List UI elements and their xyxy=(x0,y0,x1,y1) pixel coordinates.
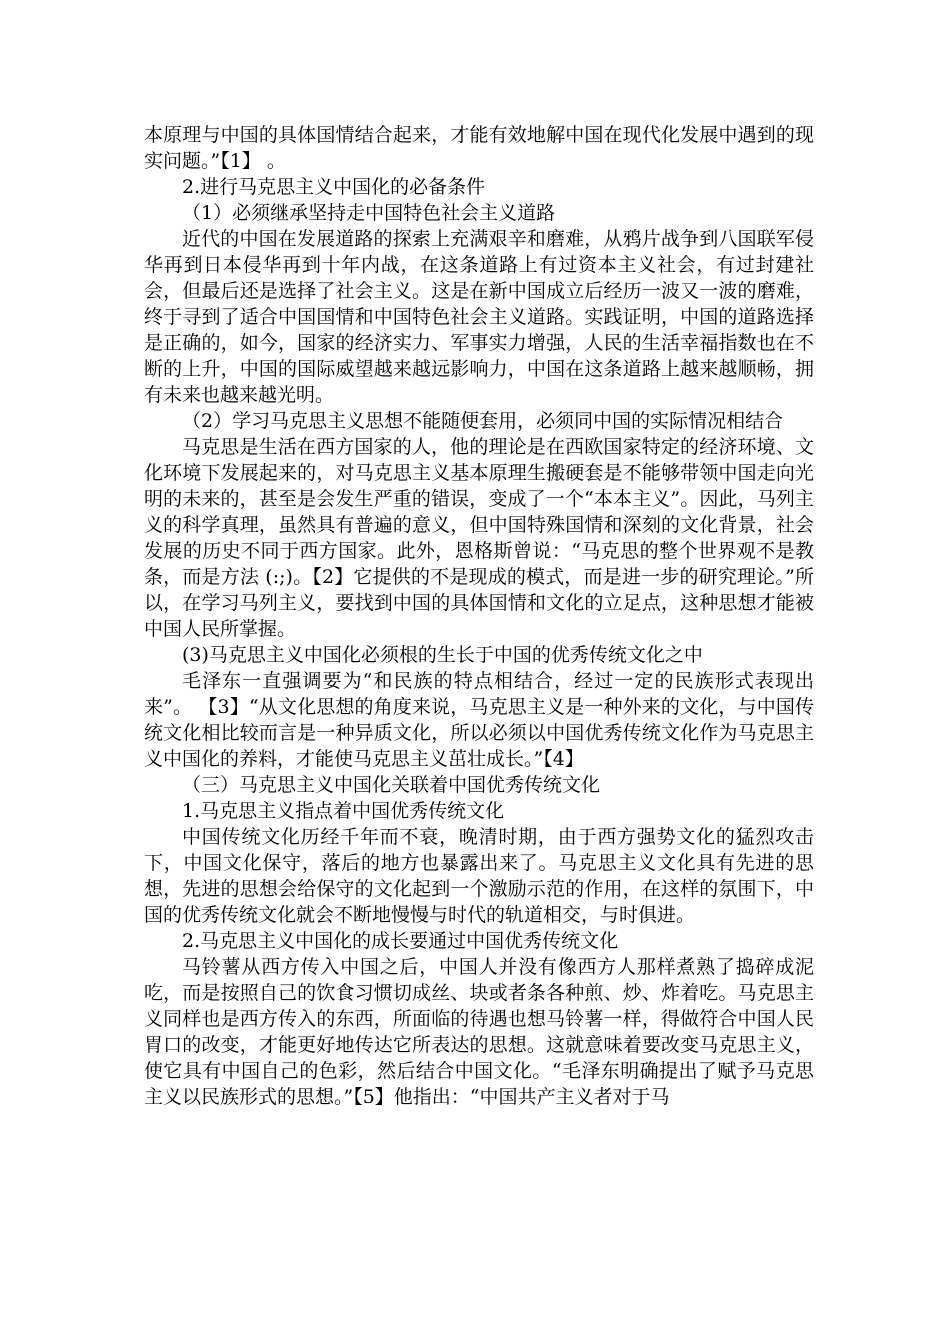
body-paragraph: 近代的中国在发展道路的探索上充满艰辛和磨难，从鸦片战争到八国联军侵华再到日本侵华再到十年内战，在这条道路上有过资本主义社会，有过封建社会，但最后还是选择了社会主义。这是在新中国成立后经历一波又一波的磨难，终于寻到了适合中国国情和中国特色社会主义道路。实践证明，中国的道路选择是正确的，如今，国家的经济实力、军事实力增强，人民的生活幸福指数也在不断的上升，中国的国际威望越来越远影响力，中国在这条道路上越来越顺畅，拥有未来也越来越光明。 xyxy=(144,228,814,406)
subsection-heading: （2）学习马克思主义思想不能随便套用，必须同中国的实际情况相结合 xyxy=(182,410,784,432)
body-paragraph: 马克思是生活在西方国家的人，他的理论是在西欧国家特定的经济环境、文化环境下发展起来的，对马克思主义基本原理生搬硬套是不能够带领中国走向光明的未来的，甚至是会发生严重的错误，变成了一个“本本主义”。因此，马列主义的科学真理，虽然具有普遍的意义，但中国特殊国情和深刻的文化背景，社会发展的历史不同于西方国家。此外，恩格斯曾说：“马克思的整个世界观不是教条，而是方法 (:;)。【2】它提供的不是现成的模式，而是进一步的研究理论。”所以，在学习马列主义，要找到中国的具体国情和文化的立足点，这种思想才能被中国人民所掌握。 xyxy=(144,436,814,640)
body-paragraph: 本原理与中国的具体国情结合起来，才能有效地解中国在现代化发展中遇到的现实问题。”【1】 。 xyxy=(144,124,814,172)
section-heading: 2.进行马克思主义中国化的必备条件 xyxy=(182,176,486,198)
subsection-heading: 1.马克思主义指点着中国优秀传统文化 xyxy=(182,800,505,822)
body-paragraph: 毛泽东一直强调要为“和民族的特点相结合，经过一定的民族形式表现出来”。 【3】“从文化思想的角度来说，马克思主义是一种外来的文化，与中国传统文化相比较而言是一种异质文化，所以必须以中国优秀传统文化作为马克思主义中国化的养料，才能使马克思主义茁壮成长。”【4】 xyxy=(144,670,814,770)
subsection-heading: （1）必须继承坚持走中国特色社会主义道路 xyxy=(182,202,556,224)
body-paragraph: 马铃薯从西方传入中国之后，中国人并没有像西方人那样煮熟了捣碎成泥吃，而是按照自己的饮食习惯切成丝、块或者条各种煎、炒、炸着吃。马克思主义同样也是西方传入的东西，所面临的待遇也想马铃薯一样，得做符合中国人民胃口的改变，才能更好地传达它所表达的思想。这就意味着要改变马克思主义，使它具有中国自己的色彩，然后结合中国文化。“毛泽东明确提出了赋予马克思主义以民族形式的思想。”【5】他指出：“中国共产主义者对于马 xyxy=(144,956,814,1108)
section-heading: （三）马克思主义中国化关联着中国优秀传统文化 xyxy=(182,774,601,796)
subsection-heading: (3)马克思主义中国化必须根的生长于中国的优秀传统文化之中 xyxy=(182,644,703,666)
subsection-heading: 2.马克思主义中国化的成长要通过中国优秀传统文化 xyxy=(182,930,619,952)
body-paragraph: 中国传统文化历经千年而不衰，晚清时期，由于西方强势文化的猛烈攻击下，中国文化保守，落后的地方也暴露出来了。马克思主义文化具有先进的思想，先进的思想会给保守的文化起到一个激励示范的作用，在这样的氛围下，中国的优秀传统文化就会不断地慢慢与时代的轨道相交，与时俱进。 xyxy=(144,826,814,926)
document-page xyxy=(144,122,814,1110)
